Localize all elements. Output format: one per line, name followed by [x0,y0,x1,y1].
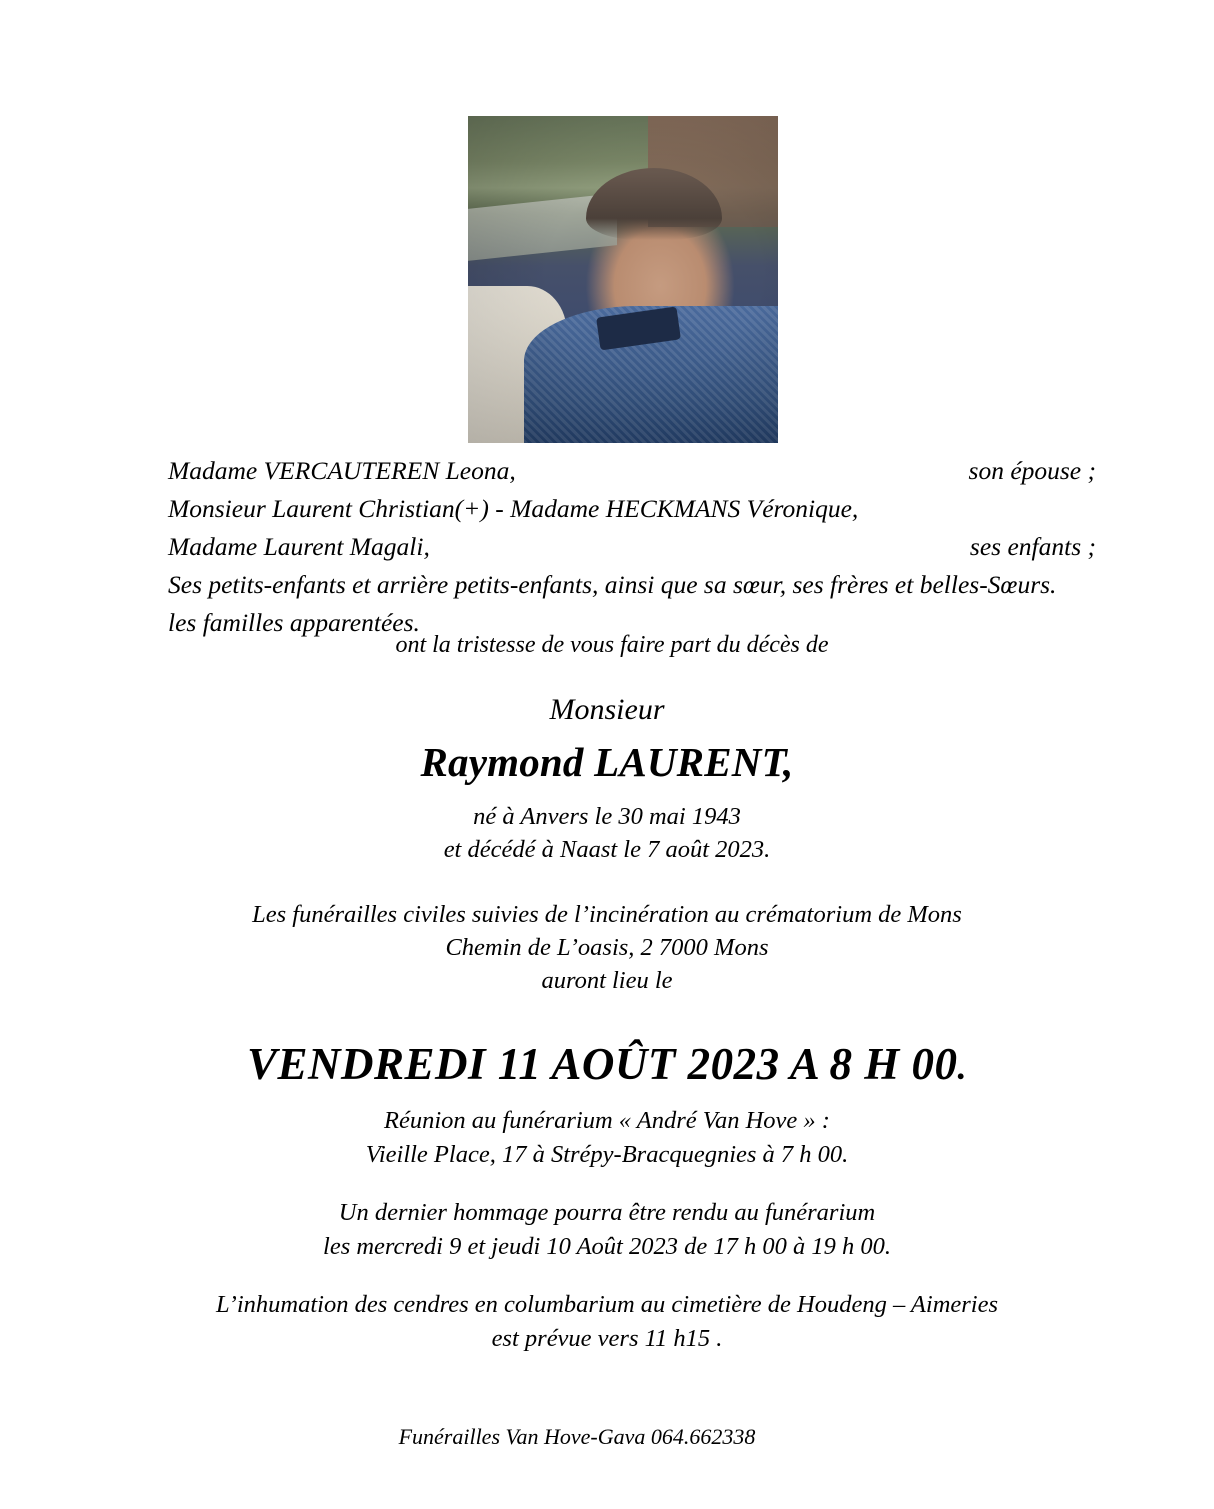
ceremony-date [0,1038,1214,1090]
inhumation-line-2: est prévue vers 11 h15 . [491,1325,723,1352]
family-row-grandchildren: Ses petits-enfants et arrière petits-enfants, ainsi que sa sœur, ses frères et belles-Sœurs. [168,570,1057,599]
funeral-line-3: auront lieu le [541,967,673,994]
family-row-children-2 [168,528,1096,566]
hommage-details [0,1196,1214,1264]
ceremony-date-text: VENDREDI 11 AOÛT 2023 A 8 H 00 [246,1039,958,1089]
ceremony-date-period: . [957,1047,968,1087]
family-row-spouse [168,452,1096,490]
reunion-line-2: Vieille Place, 17 à Strépy-Bracquegnies à 7 h 00. [365,1141,849,1168]
photo-vignette [468,116,778,443]
photo-background [468,116,778,443]
family-row-relatives: les familles apparentées. [168,608,420,637]
honorific: Monsieur [549,693,665,726]
spouse-role: son épouse ; [968,456,1096,485]
funeral-details [0,898,1214,997]
children-role: ses enfants ; [969,532,1096,561]
reunion-line-1: Réunion au funérarium « André Van Hove » : [384,1107,830,1134]
funeral-home-footer: Funérailles Van Hove-Gava 064.662338 [398,1424,756,1449]
inhumation-details [0,1288,1214,1356]
hommage-line-2: les mercredi 9 et jeudi 10 Août 2023 de 17 h 00 à 19 h 00. [323,1233,891,1260]
reunion-details [0,1104,1214,1172]
birth-death-info [0,800,1214,866]
deceased-name: Raymond LAURENT, [420,739,794,785]
portrait-photo [468,116,778,443]
inhumation-line-1: L’inhumation des cendres en columbarium au cimetière de Houdeng – Aimeries [215,1291,999,1318]
child-name: Madame Laurent Magali, [168,532,430,561]
spouse-name: Madame VERCAUTEREN Leona, [168,456,516,485]
death-line: et décédé à Naast le 7 août 2023. [443,836,771,863]
family-list [0,452,1214,642]
birth-line: né à Anvers le 30 mai 1943 [473,803,741,830]
family-row-children-1: Monsieur Laurent Christian(+) - Madame HECKMANS Véronique, [168,494,859,523]
announcement-line: ont la tristesse de vous faire part du décès de [395,632,829,658]
funeral-line-1: Les funérailles civiles suivies de l’incinération au crématorium de Mons [252,901,962,928]
funeral-line-2: Chemin de L’oasis, 2 7000 Mons [445,934,769,961]
hommage-line-1: Un dernier hommage pourra être rendu au funérarium [338,1199,876,1226]
